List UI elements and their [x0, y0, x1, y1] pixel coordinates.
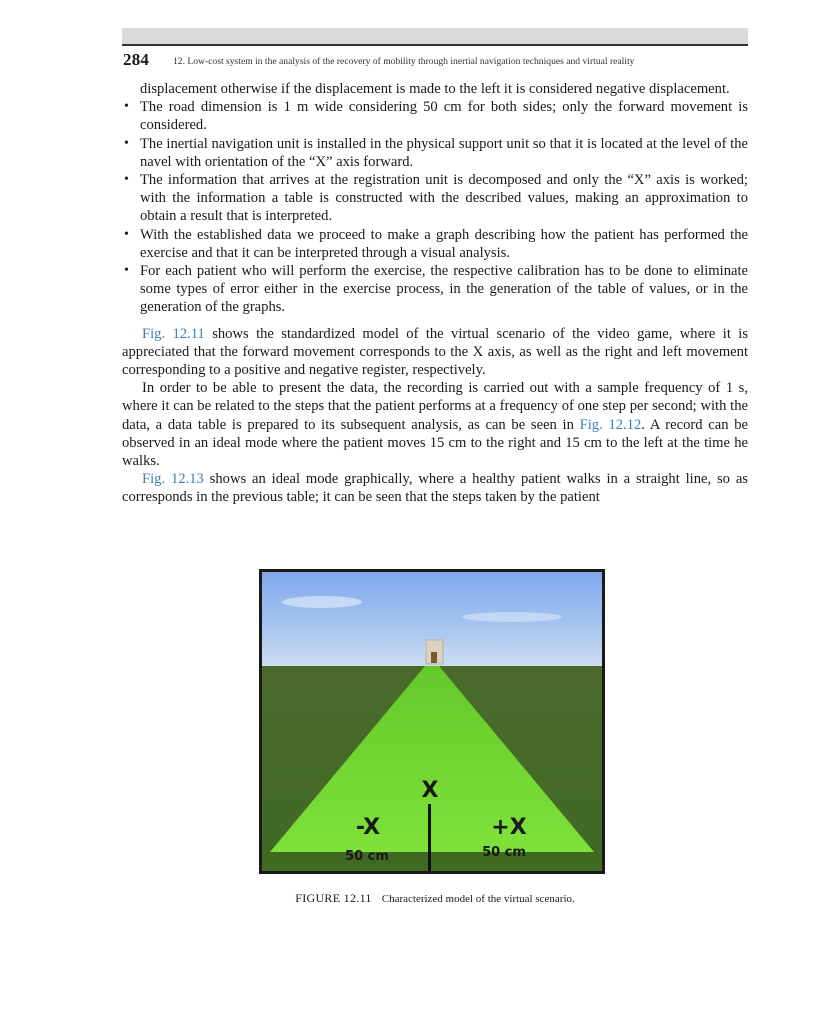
center-axis-line	[428, 804, 431, 871]
figure-ref-link[interactable]: Fig. 12.13	[142, 471, 204, 488]
caption-label: FIGURE 12.11	[295, 891, 372, 905]
body-text	[122, 80, 748, 507]
axis-label-x: X	[421, 778, 439, 803]
figure-ref-link[interactable]: Fig. 12.11	[142, 325, 205, 342]
figure-ref-link[interactable]: Fig. 12.12	[579, 416, 642, 433]
dim-label-left: 50 cm	[345, 849, 389, 864]
header-rule	[122, 44, 748, 46]
bullet-item: • With the established data we proceed to make a graph describing how the patient has performed the exercise and that it can be interpreted through a visual analysis.	[122, 226, 748, 262]
paragraph-text: shows the standardized model of the virtual scenario of the video game, where it is appreciated that the forward movement corresponds to the X axis, as well as the right and left movement corresponding to a positive and negative register, respectively.	[122, 325, 749, 379]
figure-caption	[122, 891, 748, 906]
caption-text: Characterized model of the virtual scenario.	[381, 893, 575, 905]
axis-label-neg: -X	[355, 815, 381, 840]
figure-virtual-scenario	[259, 569, 605, 874]
page-number: 284	[123, 50, 150, 69]
bullet-item: • The information that arrives at the registration unit is decomposed and only the “X” axis is worked; with the information a table is constructed with the described values, making an approximation to obtain a result that is interpreted.	[122, 171, 748, 226]
paragraph-3	[122, 470, 748, 506]
paragraph-2	[122, 379, 748, 470]
bullet-list	[122, 98, 748, 316]
axis-label-pos: +X	[491, 815, 527, 840]
continued-text: displacement otherwise if the displacement is made to the left it is considered negative displacement.	[140, 81, 730, 97]
dim-label-right: 50 cm	[482, 845, 526, 860]
paragraph-text: In order to be able to present the data, the recording is carried out with a sample frequency of 1 s, where it can be related to the steps that the patient performs at a frequency of one step per second; with the data, a data table is prepared to its subsequent analysis, as can be seen in	[122, 380, 748, 433]
paragraph-1	[122, 325, 748, 380]
running-title: 12. Low-cost system in the analysis of the recovery of mobility through inertial navigation techniques and virtual reality	[173, 56, 635, 67]
paragraph-text: shows an ideal mode graphically, where a healthy patient walks in a straight line, so as corresponds in the previous table; it can be seen that the steps taken by the patient	[122, 471, 748, 506]
bullet-item: • For each patient who will perform the exercise, the respective calibration has to be done to eliminate some types of error either in the exercise process, in the generation of the table of values, or in the generation of the graphs.	[122, 262, 748, 317]
bullet-item: • The road dimension is 1 m wide considering 50 cm for both sides; only the forward movement is considered.	[122, 98, 748, 134]
paragraph-text: . A record can be observed in an ideal mode where the patient moves 15 cm to the right and 15 cm to the left at the time he walks.	[122, 416, 748, 470]
bullet-item: • The inertial navigation unit is installed in the physical support unit so that it is located at the level of the navel with orientation of the “X” axis forward.	[122, 135, 748, 171]
header-bar	[122, 28, 748, 44]
